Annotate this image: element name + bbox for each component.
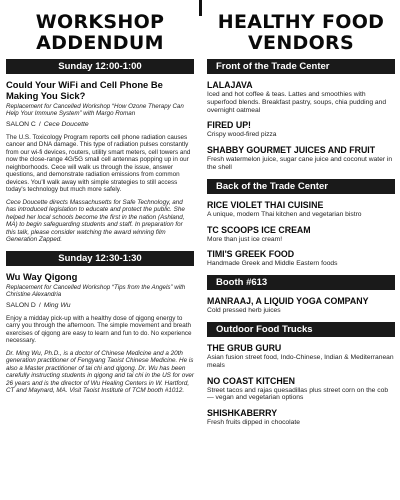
vendor-name: NO COAST KITCHEN [207,375,295,386]
title-line-2: VENDORS [248,32,354,54]
workshop-addendum-title [6,12,194,54]
vendor-section-heading: Back of the Trade Center [207,179,395,194]
session-room-line: SALON C / Cece Doucette [6,120,89,128]
session-room: SALON D [6,301,36,309]
session-title: Wu Way Qigong [6,270,78,282]
column-divider [199,0,202,16]
session-presenter: Ming Wu [43,301,71,309]
vendor-section-heading: Outdoor Food Trucks [207,322,395,337]
vendor-name: TC SCOOPS ICE CREAM [207,224,311,235]
presenter-bio: Cece Doucette directs Massachusetts for Safe Technology, and has introduced legislation to educate and protect the public. She helped her local schools become the first in the nation (Ashland, MA) to begin safeguarding students and staff. In preparation for this talk, please consider watching the award winning film Generation Zapped. [6,198,185,244]
vendor-section-heading: Booth #613 [207,275,395,290]
vendor-name: LALAJAVA [207,80,253,90]
vendor-description: Handmade Greek and Middle Eastern foods [207,260,338,268]
replacement-note: Replacement for Cancelled Workshop “Tips from the Angels” with Christine Alexandria [6,283,186,299]
vendor-description: Fresh watermelon juice, sugar cane juice and coconut water in the shell [207,156,393,171]
vendor-name: MANRAAJ, A LIQUID YOGA COMPANY [207,296,369,307]
vendor-description: Crispy wood-fired pizza [207,131,277,139]
healthy-food-vendors-title [207,12,395,54]
session-time-bar: Sunday 12:00-1:00 [6,59,194,74]
vendor-description: A unique, modern Thai kitchen and vegetarian bistro [207,210,362,218]
replacement-note: Replacement for Cancelled Workshop “How Ozone Therapy Can Help Your Immune System” with Margo Roman [6,103,184,118]
vendor-section-heading: Front of the Trade Center [207,59,395,74]
workshop-addendum-column [6,0,194,395]
session-presenter: Cece Doucette [43,120,89,128]
vendor-name: RICE VIOLET THAI CUISINE [207,199,324,210]
session-description: The U.S. Toxicology Program reports cell phone radiation causes cancer and DNA damage. This type of radiation pulses constantly from our wi-fi devices, routers, utility smart meters, cell towers and now the close-range 4G/5G small cell antennas popping up in our neighborhoods. Cece will walk us through the issue, answer questions, and demonstrate radiation emissions from common devices. You'll walk away with simple strategies to still access today's technology but much more safely. [6,133,191,194]
session-room: SALON C [6,120,36,128]
vendor-description: Fresh fruits dipped in chocolate [207,419,300,427]
vendor-name: SHISHKABERRY [207,408,278,419]
vendor-name: TIMI'S GREEK FOOD [207,249,295,260]
healthy-food-vendors-column [207,0,395,427]
vendor-description: Street tacos and rajas quesadillas plus street corn on the cob — vegan and vegetarian options [207,386,389,402]
vendor-description: Asian fusion street food, Indo-Chinese, Indian & Mediterranean meals [207,353,394,369]
vendor-description: More than just ice cream! [207,235,283,243]
session-room-line: SALON D / Ming Wu [6,301,71,309]
session-description: Enjoy a midday pick-up with a healthy dose of qigong energy to carry you through the afternoon. The simple movement and breath exercises of qigong are easy to learn and fun to do. No experience necessary. [6,314,192,345]
vendor-name: SHABBY GOURMET JUICES AND FRUIT [207,145,376,156]
vendor-description: Iced and hot coffee & teas. Lattes and smoothies with superfood blends. Breakfast pastry, soups, chia pudding and overnight oatmeal [207,91,387,114]
title-line-1: HEALTHY FOOD [217,11,385,33]
presenter-bio: Dr. Ming Wu, Ph.D., is a doctor of Chinese Medicine and a 20th generation practitioner of Fengyang Taoist Chinese Medicine. He is also a Master practitioner of tai chi and qigong. Dr. Wu has been carefully instructing students in qigong and tai chi in the US for over 26 years and is the director of Wu Healing Centers in W. Hartford, CT and Maynard, MA. Visit Taoist Institute of TCM booth #1012. [6,349,194,395]
title-line-1: WORKSHOP [35,11,165,33]
session-title: Could Your WiFi and Cell Phone Be Making You Sick? [6,79,163,101]
vendor-name: THE GRUB GURU [207,342,282,353]
vendor-name: FIRED UP! [207,120,251,131]
title-line-2: ADDENDUM [36,32,164,54]
session-time-bar: Sunday 12:30-1:30 [6,251,194,266]
vendor-description: Cold pressed herb juices [207,307,281,315]
